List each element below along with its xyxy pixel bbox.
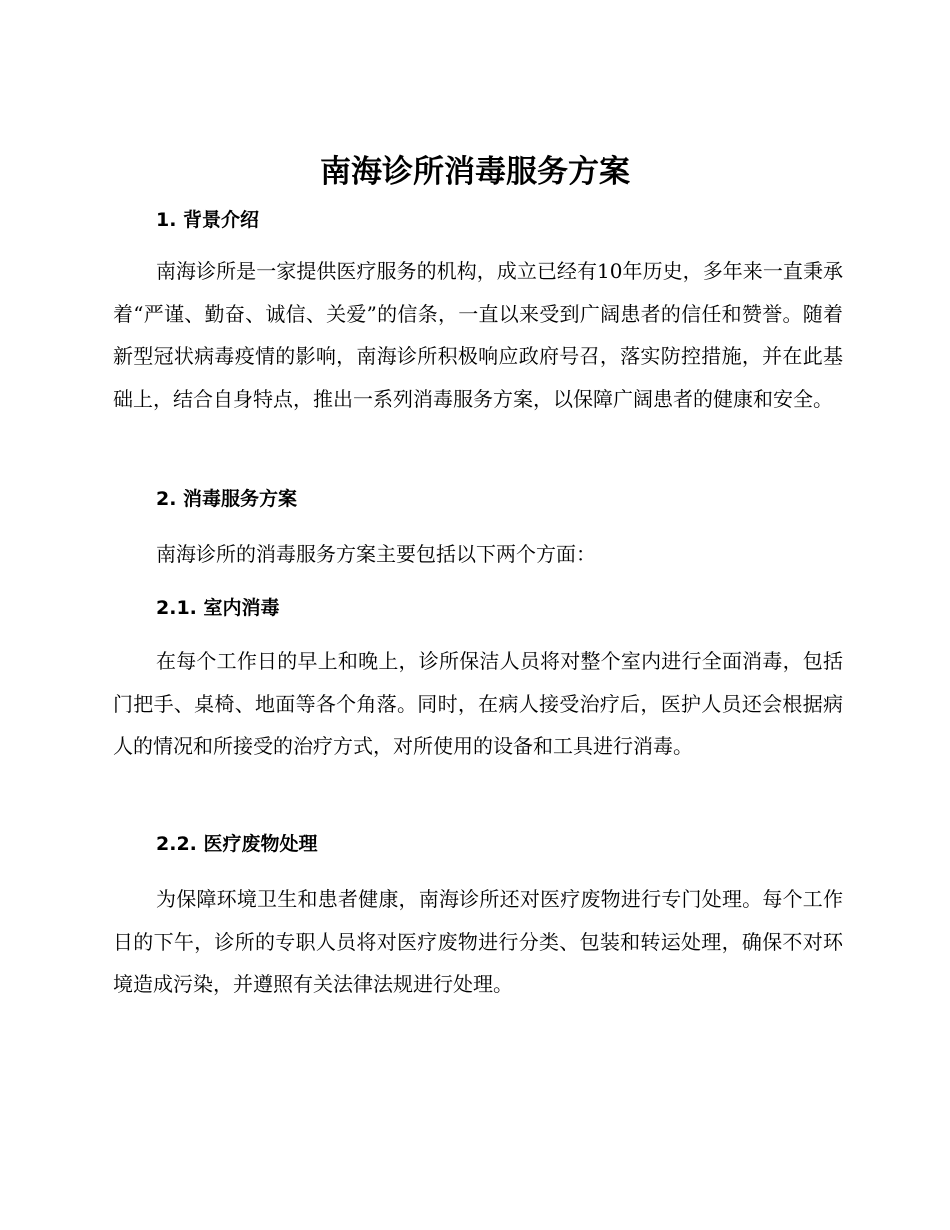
document-title: 南海诊所消毒服务方案 bbox=[320, 154, 630, 190]
section-heading-disinfection-plan: 2. 消毒服务方案 bbox=[156, 488, 298, 510]
section-heading-medical-waste: 2.2. 医疗废物处理 bbox=[156, 833, 318, 855]
paragraph-medical-waste: 为保障环境卫生和患者健康，南海诊所还对医疗废物进行专门处理。每个工作日的下午，诊所的专职人员将对医疗废物进行分类、包装和转运处理，确保不对环境造成污染，并遵照有关法律法规进行处理。 bbox=[113, 887, 843, 996]
paragraph-background: 南海诊所是一家提供医疗服务的机构，成立已经有10年历史，多年来一直秉承着“严谨、勤奋、诚信、关爱”的信条，一直以来受到广阔患者的信任和赞誉。随着新型冠状病毒疫情的影响，南海诊所积极响应政府号召，落实防控措施，并在此基础上，结合自身特点，推出一系列消毒服务方案，以保障广阔患者的健康和安全。 bbox=[113, 259, 843, 411]
paragraph-indoor-disinfection: 在每个工作日的早上和晚上，诊所保洁人员将对整个室内进行全面消毒，包括门把手、桌椅、地面等各个角落。同时，在病人接受治疗后，医护人员还会根据病人的情况和所接受的治疗方式，对所使用的设备和工具进行消毒。 bbox=[113, 649, 843, 758]
section-heading-background: 1. 背景介绍 bbox=[156, 209, 260, 231]
section-heading-indoor-disinfection: 2.1. 室内消毒 bbox=[156, 597, 280, 619]
paragraph-disinfection-plan: 南海诊所的消毒服务方案主要包括以下两个方面： bbox=[156, 542, 596, 566]
